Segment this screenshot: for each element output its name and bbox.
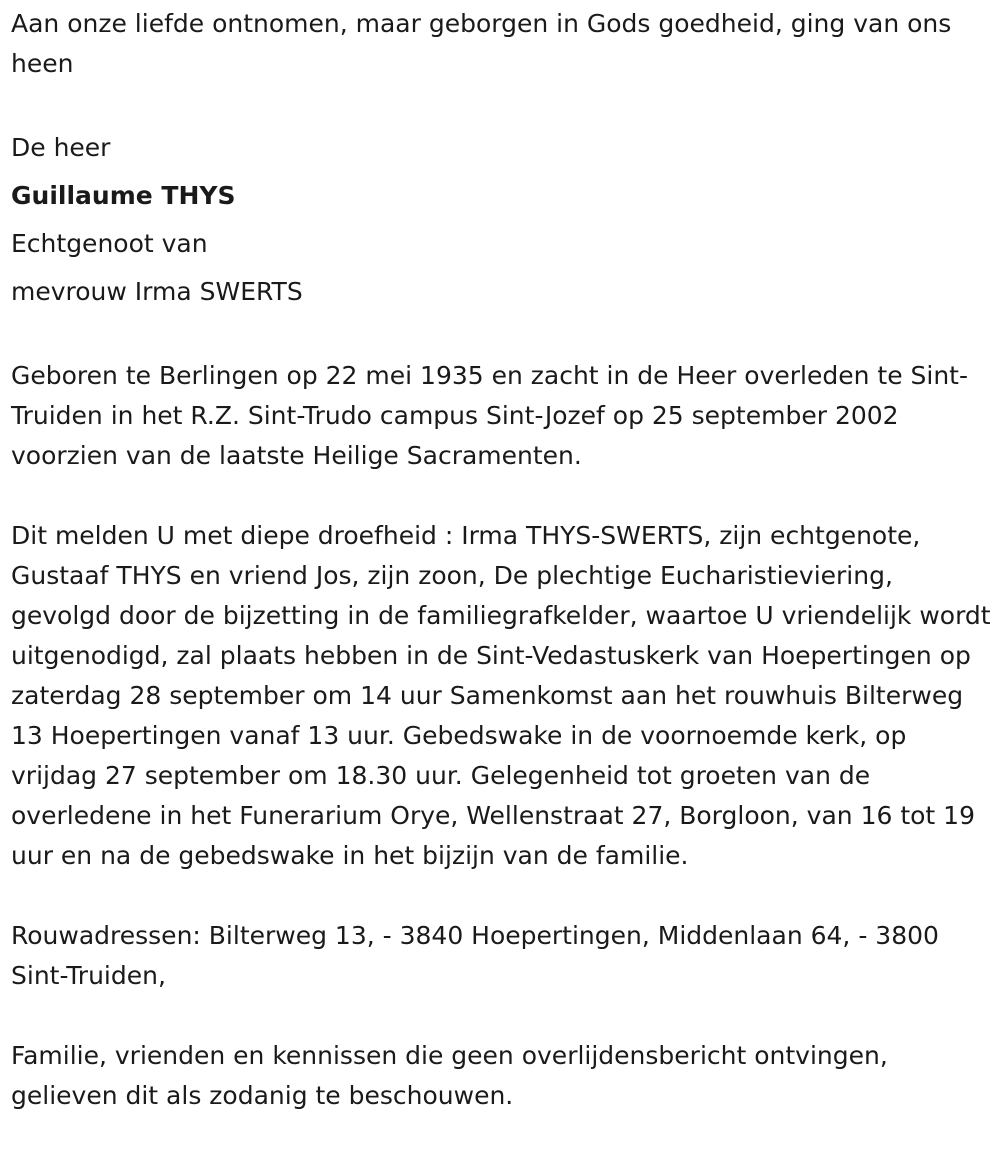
spacer — [11, 876, 993, 916]
spacer — [11, 476, 993, 516]
title-prefix: De heer — [11, 133, 111, 162]
spacer — [11, 996, 993, 1036]
spacer — [11, 84, 993, 124]
relation-label: Echtgenoot van — [11, 229, 208, 258]
deceased-name: Guillaume THYS — [11, 181, 236, 210]
birth-death-paragraph: Geboren te Berlingen op 22 mei 1935 en zacht in de Heer overleden te Sint-Truiden in het R.Z. Sint-Trudo campus Sint-Jozef op 25 september 2002 voorzien van de laatste Heilige Sacramenten. — [11, 361, 969, 470]
closing-paragraph: Familie, vrienden en kennissen die geen overlijdensbericht ontvingen, gelieven dit als zodanig te beschouwen. — [11, 1041, 888, 1110]
obituary-document — [11, 4, 993, 1116]
announcement-paragraph: Dit melden U met diepe droefheid : Irma THYS-SWERTS, zijn echtgenote, Gustaaf THYS en vriend Jos, zijn zoon, De plechtige Eucharistieviering, gevolgd door de bijzetting in de familiegrafkelder, waartoe U vriendelijk wordt uitgenodigd, zal plaats hebben in de Sint-Vedastuskerk van Hoepertingen op zaterdag 28 september om 14 uur Samenkomst aan het rouwhuis Bilterweg 13 Hoepertingen vanaf 13 uur. Gebedswake in de voornoemde kerk, op vrijdag 27 september om 18.30 uur. Gelegenheid tot groeten van de overledene in het Funerarium Orye, Wellenstraat 27, Borgloon, van 16 tot 19 uur en na de gebedswake in het bijzijn van de familie. — [11, 521, 991, 870]
spacer — [11, 316, 993, 356]
intro-paragraph: Aan onze liefde ontnomen, maar geborgen in Gods goedheid, ging van ons heen — [11, 9, 952, 78]
spouse-name: mevrouw Irma SWERTS — [11, 277, 303, 306]
addresses-paragraph: Rouwadressen: Bilterweg 13, - 3840 Hoepertingen, Middenlaan 64, - 3800 Sint-Truiden, — [11, 921, 939, 990]
